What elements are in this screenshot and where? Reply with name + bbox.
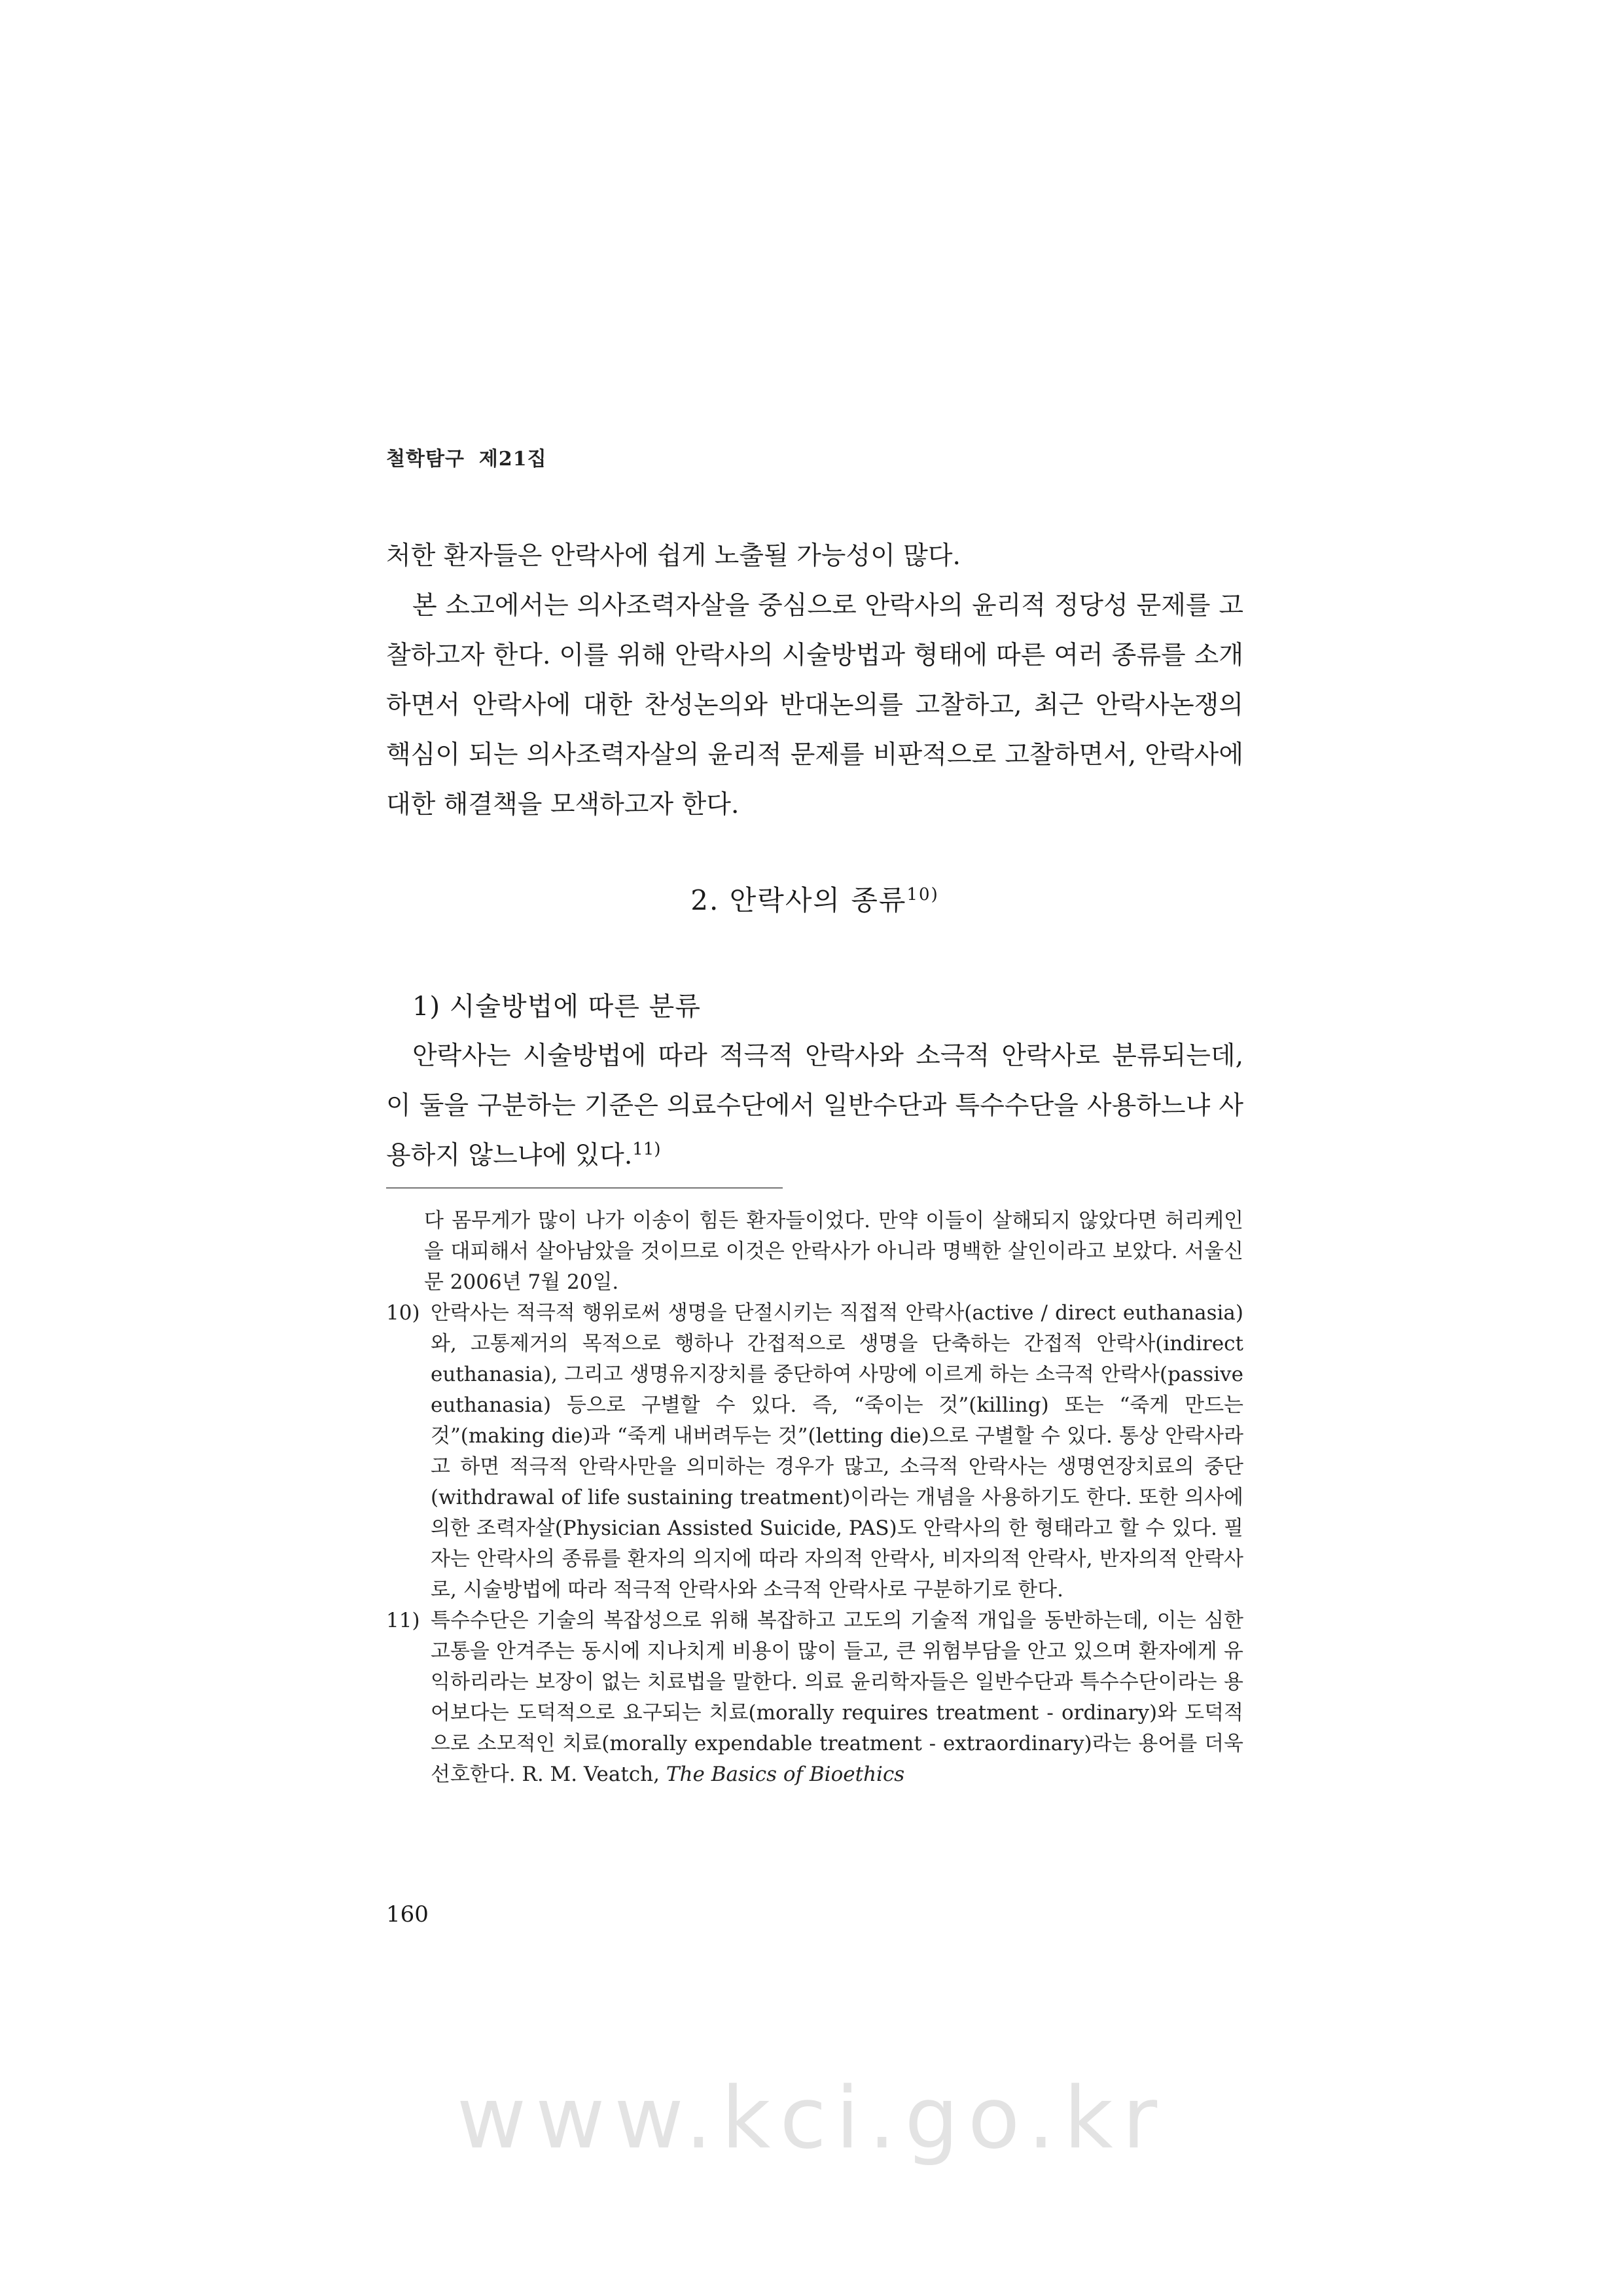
footnote-ref: 11) — [632, 1139, 661, 1159]
paragraph: 처한 환자들은 안락사에 쉽게 노출될 가능성이 많다. — [386, 541, 961, 571]
footnote-divider — [386, 1187, 783, 1189]
footnote-ref: 10) — [906, 885, 939, 905]
footnote-text — [431, 1605, 1243, 1790]
paragraph-text: 안락사는 시술방법에 따라 적극적 안락사와 소극적 안락사로 분류되는데, 이 둘을 구분하는 기준은 의료수단에서 일반수단과 특수수단을 사용하느냐 사용하지 않느냐에 있다. — [386, 1041, 1243, 1170]
footnote-number: 10) — [386, 1301, 420, 1325]
journal-title: 철학탐구 — [386, 448, 465, 471]
section-title-text: 2. 안락사의 종류 — [690, 884, 907, 916]
volume-number: 제21집 — [478, 448, 547, 471]
footnotes — [386, 1206, 1243, 1790]
paragraph — [386, 1031, 1243, 1181]
section-title — [386, 876, 1243, 925]
body-text-top — [386, 531, 1243, 830]
footnote-text: 안락사는 적극적 행위로써 생명을 단절시키는 직접적 안락사(active / direct euthanasia)와, 고통제거의 목적으로 행하나 간접적으로 생명을 단축하는 간접적 안락사(indirect euthanasia), 그리고 생명유지장치를 중단하여 사망에 이르게 하는 소극적 안락사(passive euthanasia) 등으로 구별할 수 있다. 즉, “죽이는 것”(killing) 또는 “죽게 만드는 것”(making die)과 “죽게 내버려두는 것”(letting die)으로 구별할 수 있다. 통상 안락사라고 하면 적극적 안락사만을 의미하는 경우가 많고, 소극적 안락사는 생명연장치료의 중단(withdrawal of life sustaining treatment)이라는 개념을 사용하기도 한다. 또한 의사에 의한 조력자살(Physician Assisted Suicide, PAS)도 안락사의 한 형태라고 할 수 있다. 필자는 안락사의 종류를 환자의 의지에 따라 자의적 안락사, 비자의적 안락사, 반자의적 안락사로, 시술방법에 따라 적극적 안락사와 소극적 안락사로 구분하기로 한다. — [431, 1301, 1243, 1602]
running-header — [386, 442, 547, 471]
book-title: The Basics of Bioethics — [666, 1763, 905, 1786]
body-text-bottom — [386, 1031, 1243, 1181]
footnote-continuation: 다 몸무게가 많이 나가 이송이 힘든 환자들이었다. 만약 이들이 살해되지 않았다면 허리케인을 대피해서 살아남았을 것이므로 이것은 안락사가 아니라 명백한 살인이라고 보았다. 서울신문 2006년 7월 20일. — [424, 1209, 1243, 1294]
watermark: www.kci.go.kr — [456, 2068, 1167, 2168]
subsection-title: 1) 시술방법에 따른 분류 — [412, 992, 701, 1022]
page-number: 160 — [386, 1901, 429, 1928]
paragraph: 본 소고에서는 의사조력자살을 중심으로 안락사의 윤리적 정당성 문제를 고찰하고자 한다. 이를 위해 안락사의 시술방법과 형태에 따른 여러 종류를 소개하면서 안락사에 대한 찬성논의와 반대논의를 고찰하고, 최근 안락사논쟁의 핵심이 되는 의사조력자살의 윤리적 문제를 비판적으로 고찰하면서, 안락사에 대한 해결책을 모색하고자 한다. — [386, 591, 1243, 819]
footnote-11 — [386, 1605, 1243, 1790]
footnote-number: 11) — [386, 1609, 420, 1632]
footnote-10 — [386, 1298, 1243, 1605]
footnote-text-main: 특수수단은 기술의 복잡성으로 위해 복잡하고 고도의 기술적 개입을 동반하는데, 이는 심한 고통을 안겨주는 동시에 지나치게 비용이 많이 들고, 큰 위험부담을 안고 있으며 환자에게 유익하리라는 보장이 없는 치료법을 말한다. 의료 윤리학자들은 일반수단과 특수수단이라는 용어보다는 도덕적으로 요구되는 치료(morally requires treatment - ordinary)와 도덕적으로 소모적인 치료(morally expendable treatment - extraordinary)라는 용어를 더욱 선호한다. R. M. Veatch, — [431, 1609, 1243, 1786]
